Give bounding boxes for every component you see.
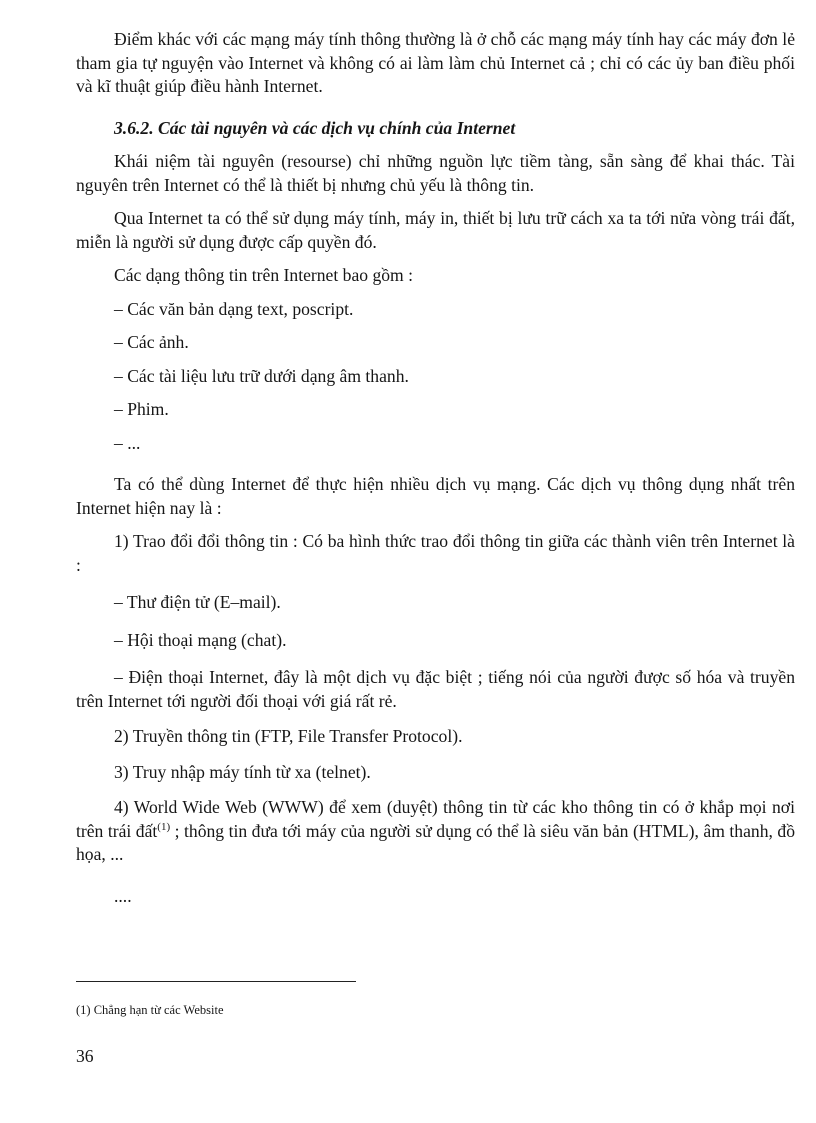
service-www xyxy=(76,796,795,867)
service-internet-phone: – Điện thoại Internet, đây là một dịch vụ đặc biệt ; tiếng nói của người được số hóa và truyền trên Internet tới người đối thoại với giá rất rẻ. xyxy=(76,667,795,711)
list-item: – Các ảnh. xyxy=(114,332,189,352)
service-exchange: 1) Trao đổi đổi thông tin : Có ba hình thức trao đổi thông tin giữa các thành viên trên Internet là : xyxy=(76,531,795,575)
service-www-text-cont: ; thông tin đưa tới máy của người sử dụng có thể là siêu văn bản (HTML), âm thanh, đồ họa, ... xyxy=(76,820,795,864)
list-item: – Hội thoại mạng (chat). xyxy=(114,629,287,650)
list-item: – Các tài liệu lưu trữ dưới dạng âm thanh. xyxy=(114,365,409,386)
ellipsis-line: .... xyxy=(114,885,132,906)
page-body xyxy=(76,28,795,908)
page-number: 36 xyxy=(76,1046,94,1066)
footnote-marker: (1) xyxy=(157,820,171,833)
section-heading: 3.6.2. Các tài nguyên và các dịch vụ chính của Internet xyxy=(114,117,516,138)
service-ftp: 2) Truyền thông tin (FTP, File Transfer Protocol). xyxy=(114,726,463,746)
paragraph-internet-ownership: Điểm khác với các mạng máy tính thông thường là ở chỗ các mạng máy tính hay các máy đơn lẻ tham gia tự nguyện vào Internet và không có ai làm làm chủ Internet cả ; chỉ có các ủy ban điều phối và kĩ thuật giúp điều hành Internet. xyxy=(76,29,795,96)
service-www-text: 4) World Wide Web (WWW) để xem (duyệt) thông tin từ các kho thông tin có ở khắp mọi nơi trên trái đất xyxy=(76,797,795,841)
list-item: – Các văn bản dạng text, poscript. xyxy=(114,298,354,319)
info-types-intro: Các dạng thông tin trên Internet bao gồm : xyxy=(114,265,414,285)
footnote: (1) Chẳng hạn từ các Website xyxy=(76,1003,224,1017)
footnote-divider xyxy=(76,981,356,982)
list-item: – ... xyxy=(114,432,141,453)
service-telnet: 3) Truy nhập máy tính từ xa (telnet). xyxy=(114,761,371,782)
paragraph-resource-definition: Khái niệm tài nguyên (resourse) chỉ những nguồn lực tiềm tàng, sẵn sàng để khai thác. Tài nguyên trên Internet có thể là thiết bị nhưng chủ yếu là thông tin. xyxy=(76,151,795,195)
list-item: – Phim. xyxy=(114,399,169,419)
paragraph-services-intro: Ta có thể dùng Internet để thực hiện nhiều dịch vụ mạng. Các dịch vụ thông dụng nhất trên Internet hiện nay là : xyxy=(76,474,795,518)
list-item: – Thư điện tử (E–mail). xyxy=(114,592,281,612)
paragraph-remote-devices: Qua Internet ta có thể sử dụng máy tính, máy in, thiết bị lưu trữ cách xa ta tới nửa vòng trái đất, miễn là người sử dụng được cấp quyền đó. xyxy=(76,208,795,252)
